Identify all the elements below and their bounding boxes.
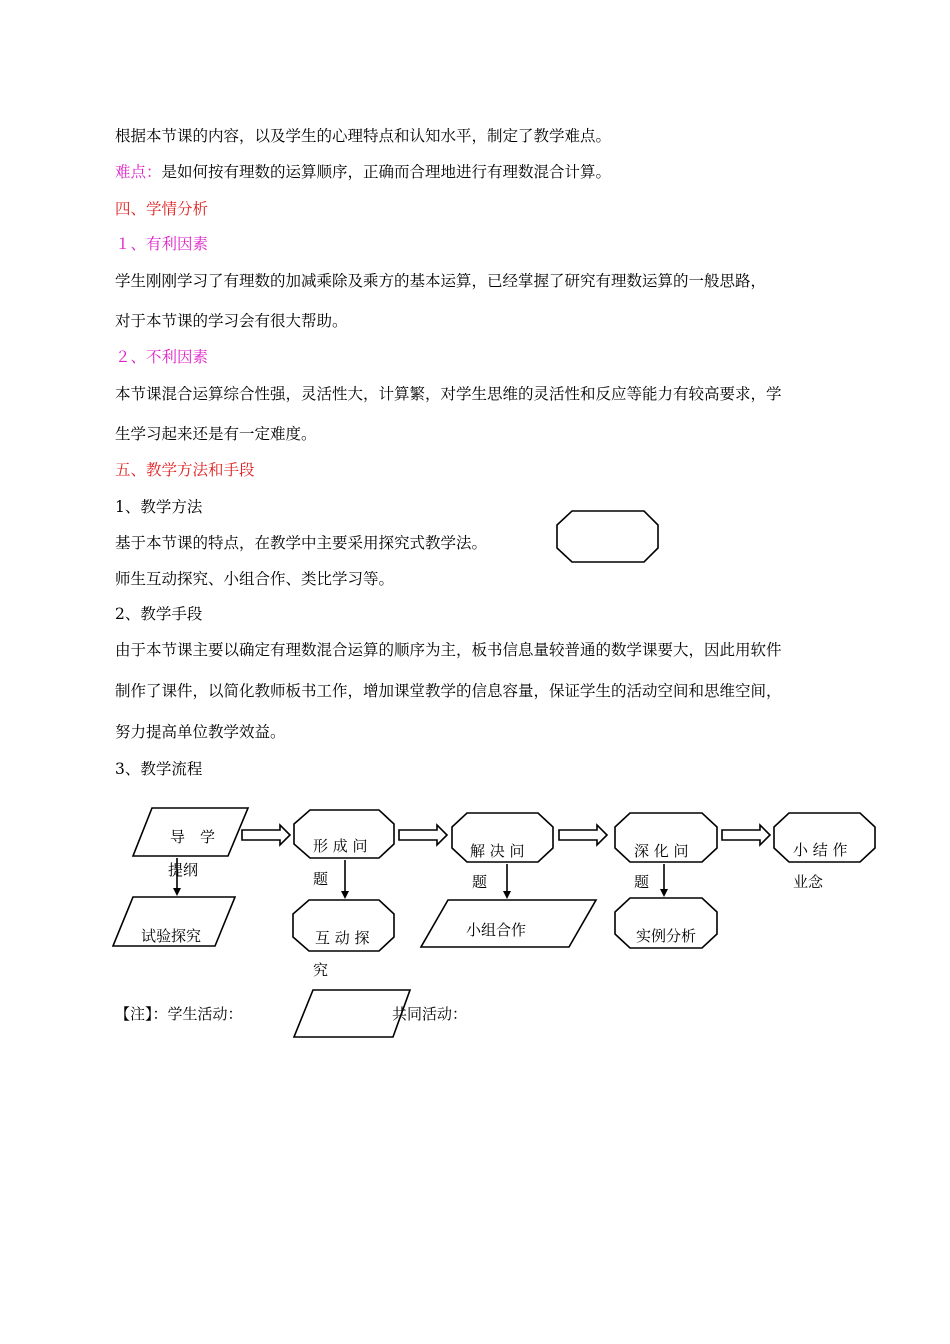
legend-parallelogram-shape: [294, 990, 410, 1037]
node-summary-shape: [774, 813, 875, 862]
heading-section-4: 四、学情分析: [115, 200, 209, 218]
node-form-problem-label: 形 成 问: [313, 837, 368, 855]
node-interactive-shape: [293, 900, 394, 951]
line-p6: 师生互动探究、小组合作、类比学习等。: [115, 570, 395, 588]
line-p7-3: 努力提高单位教学效益。: [115, 723, 286, 741]
heading-means: 2、教学手段: [115, 605, 203, 623]
difficulty-line: [115, 162, 611, 182]
node-deepen-problem-label: 深 化 问: [634, 842, 689, 860]
node-summary-sublabel: 业念: [793, 873, 824, 891]
difficulty-label: 难点：: [115, 163, 162, 181]
node-solve-problem-sublabel: 题: [472, 873, 488, 891]
node-guide-label: 导 学: [170, 828, 216, 846]
node-deepen-problem-sublabel: 题: [634, 873, 650, 891]
node-experiment-shape: [113, 897, 235, 946]
heading-section-5: 五、教学方法和手段: [115, 461, 255, 479]
block-arrow-3: [559, 825, 607, 845]
node-case-analysis-shape: [615, 898, 717, 948]
heading-method: 1、教学方法: [115, 498, 203, 516]
node-solve-problem-label: 解 决 问: [470, 842, 525, 860]
heading-flow: 3、教学流程: [115, 760, 203, 778]
node-guide-shape: [133, 808, 248, 856]
line-p7-1: 由于本节课主要以确定有理数混合运算的顺序为主，板书信息量较普通的数学课要大，因此用软件: [115, 641, 782, 659]
node-group-work-shape: [421, 900, 596, 947]
line-p7-2: 制作了课件，以简化教师板书工作，增加课堂教学的信息容量，保证学生的活动空间和思维空间，: [115, 682, 782, 700]
node-form-problem-shape: [294, 810, 394, 858]
line-p3-2: 对于本节课的学习会有很大帮助。: [115, 312, 348, 330]
block-arrow-2: [399, 825, 447, 845]
block-arrow-4: [722, 825, 770, 845]
node-experiment-label: 试验探究: [141, 927, 202, 945]
node-form-problem-sublabel: 题: [313, 870, 329, 888]
heading-unfavorable: ２、不利因素: [115, 348, 209, 366]
line-p4-2: 生学习起来还是有一定难度。: [115, 425, 317, 443]
node-summary-label: 小 结 作: [793, 841, 848, 859]
note-label: 【注】：学生活动：: [115, 1005, 243, 1023]
line-p1: 根据本节课的内容，以及学生的心理特点和认知水平，制定了教学难点。: [115, 127, 612, 145]
line-p4-1: 本节课混合运算综合性强，灵活性大，计算繁，对学生思维的灵活性和反应等能力有较高要求，学: [115, 385, 782, 403]
note-common-activity: 共同活动：: [392, 1005, 468, 1023]
node-solve-problem-shape: [452, 813, 553, 862]
node-deepen-problem-shape: [615, 813, 717, 862]
difficulty-text: 是如何按有理数的运算顺序，正确而合理地进行有理数混合计算。: [161, 163, 612, 181]
node-case-analysis-label: 实例分析: [636, 927, 697, 945]
legend-octagon-shape: [557, 511, 658, 562]
heading-favorable: １、有利因素: [115, 235, 209, 253]
node-group-work-label: 小组合作: [466, 921, 527, 939]
node-interactive-sublabel: 究: [313, 961, 329, 979]
line-p5: 基于本节课的特点，在教学中主要采用探究式教学法。: [115, 534, 488, 552]
node-interactive-label: 互 动 探: [315, 929, 370, 947]
line-p3-1: 学生刚刚学习了有理数的加减乘除及乘方的基本运算，已经掌握了研究有理数运算的一般思路，: [115, 272, 767, 290]
block-arrow-1: [242, 825, 290, 845]
node-guide-sublabel: 提纲: [168, 861, 199, 879]
